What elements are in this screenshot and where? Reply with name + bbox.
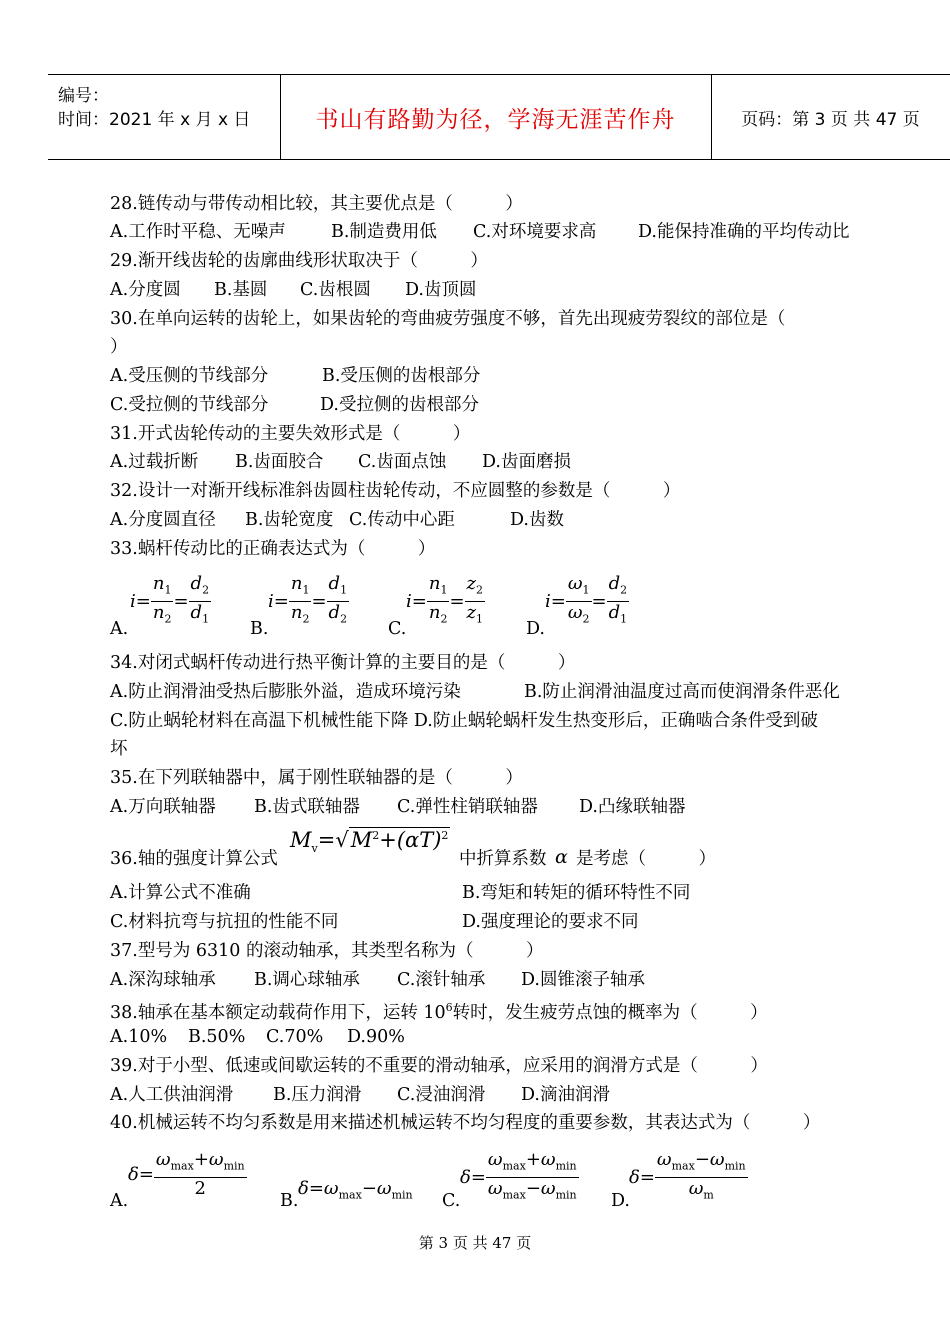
option: A.分度圆直径 [110,510,216,530]
option: D.能保持准确的平均传动比 [638,222,850,242]
option: C.受拉侧的节线部分 [110,395,269,415]
option: C.齿面点蚀 [358,452,447,472]
option: A.过载折断 [110,452,199,472]
question-38-prefix: 38.轴承在基本额定动载荷作用下，运转 10 [110,1002,446,1023]
option: B.基圆 [214,280,268,300]
option: D. [526,619,545,639]
option: D.强度理论的要求不同 [462,912,639,932]
question-35: 35.在下列联轴器中，属于刚性联轴器的是（ ） [110,768,523,788]
option: D.滴油润滑 [521,1085,610,1105]
question-34-options-cd: C.防止蜗轮材料在高温下机械性能下降 D.防止蜗轮蜗杆发生热变形后，正确啮合条件受到破 [110,711,818,731]
option: D.凸缘联轴器 [579,797,686,817]
question-36-mid: 中折算系数 [459,849,547,869]
formula-strength: $M_v=√M^2+(\alpha T)^2$ [290,828,449,856]
option: C. [442,1191,461,1211]
option: B.50% [188,1027,246,1047]
header-page-info: 页码：第 3 页 共 47 页 [741,109,920,130]
option: A. [110,1191,129,1211]
option: C.弹性柱销联轴器 [397,797,538,817]
formula-40d: δ= $\frac{\omega_{max}-\omega_{min}}{\omega_m}$ [629,1149,746,1202]
option: D.齿面磨损 [482,452,571,472]
option: A.10% [110,1027,168,1047]
formula-40a: δ= $\frac{\omega_{max}+\omega_{min}}{2}$ [128,1149,245,1199]
question-38 [110,996,768,1025]
question-36-prefix: 36.轴的强度计算公式 [110,849,278,869]
question-29: 29.渐开线齿轮的齿廓曲线形状取决于（ ） [110,251,488,271]
option: B.制造费用低 [331,222,437,242]
page-footer: 第 3 页 共 47 页 [418,1234,532,1252]
question-39: 39.对于小型、低速或间歇运转的不重要的滑动轴承，应采用的润滑方式是（ ） [110,1056,768,1076]
question-30-cont: ） [110,337,128,357]
question-36-suffix: 是考虑（ ） [576,849,716,869]
header-meta [48,75,280,159]
option: C.浸油润滑 [397,1085,486,1105]
option: B.齿式联轴器 [254,797,360,817]
option: A.防止润滑油受热后膨胀外溢，造成环境污染 [110,682,461,702]
formula-a: i= $\frac{n_1}{n_2}$ = $\frac{d_2}{d_1}$ [130,573,210,626]
option: B.压力润滑 [273,1085,362,1105]
question-31: 31.开式齿轮传动的主要失效形式是（ ） [110,424,471,444]
option: D.齿顶圆 [405,280,477,300]
option: A. [110,619,129,639]
question-34: 34.对闭式蜗杆传动进行热平衡计算的主要目的是（ ） [110,653,576,673]
option: A.人工供油润滑 [110,1085,234,1105]
question-38-suffix: 转时，发生疲劳点蚀的概率为（ ） [452,1002,768,1023]
option: C. [388,619,407,639]
option: B.调心球轴承 [254,970,360,990]
option: A.分度圆 [110,280,181,300]
option: C.材料抗弯与抗扭的性能不同 [110,912,339,932]
option: C.滚针轴承 [397,970,486,990]
serial-label: 编号： [58,86,109,106]
option: D.受拉侧的齿根部分 [320,395,479,415]
page-header [48,74,950,160]
option: C.齿根圆 [300,280,371,300]
option: B.弯矩和转矩的循环特性不同 [462,883,691,903]
formula-b: i= $\frac{n_1}{n_2}$ = $\frac{d_1}{d_2}$ [268,573,348,626]
option: A.受压侧的节线部分 [110,366,269,386]
question-32: 32.设计一对渐开线标准斜齿圆柱齿轮传动，不应圆整的参数是（ ） [110,481,681,501]
formula-40c: δ= $\frac{\omega_{max}+\omega_{min}}{\omega_{max}-\omega_{min}}$ [460,1149,577,1202]
option: D. [611,1191,630,1211]
option: A.计算公式不准确 [110,883,251,903]
formula-d: i= $\frac{\omega_1}{\omega_2}$ = $\frac{d_2}{d_1}$ [545,573,628,626]
question-38-exponent: 6 [445,1001,453,1014]
option: A.工作时平稳、无噪声 [110,222,286,242]
option: A.深沟球轴承 [110,970,216,990]
option: A.万向联轴器 [110,797,216,817]
option: B. [250,619,269,639]
question-33: 33.蜗杆传动比的正确表达式为（ ） [110,539,436,559]
option: B.受压侧的齿根部分 [322,366,481,386]
formula-c: i= $\frac{n_1}{n_2}$ = $\frac{z_2}{z_1}$ [406,573,484,626]
question-37: 37.型号为 6310 的滚动轴承，其类型名称为（ ） [110,941,544,961]
option: C.70% [266,1027,324,1047]
option: B.防止润滑油温度过高而使润滑条件恶化 [524,682,840,702]
option: B. [280,1191,299,1211]
alpha-symbol: α [555,846,568,868]
option: C.对环境要求高 [473,222,597,242]
option: D.齿数 [510,510,564,530]
option: D.圆锥滚子轴承 [521,970,645,990]
question-40: 40.机械运转不均匀系数是用来描述机械运转不均匀程度的重要参数，其表达式为（ ） [110,1113,821,1133]
formula-40b: $\delta=\omega_{max}-\omega_{min}$ [298,1178,413,1202]
option: C.传动中心距 [349,510,455,530]
question-28: 28.链传动与带传动相比较，其主要优点是（ ） [110,194,523,214]
option: B.齿面胶合 [235,452,324,472]
option: B.齿轮宽度 [245,510,334,530]
time-label: 时间：2021 年 x 月 x 日 [58,110,251,130]
question-34-cont: 坏 [110,739,128,759]
option: D.90% [347,1027,405,1047]
question-30: 30.在单向运转的齿轮上，如果齿轮的弯曲疲劳强度不够，首先出现疲劳裂纹的部位是（ [110,309,786,329]
header-motto: 书山有路勤为径，学海无涯苦作舟 [315,106,676,133]
